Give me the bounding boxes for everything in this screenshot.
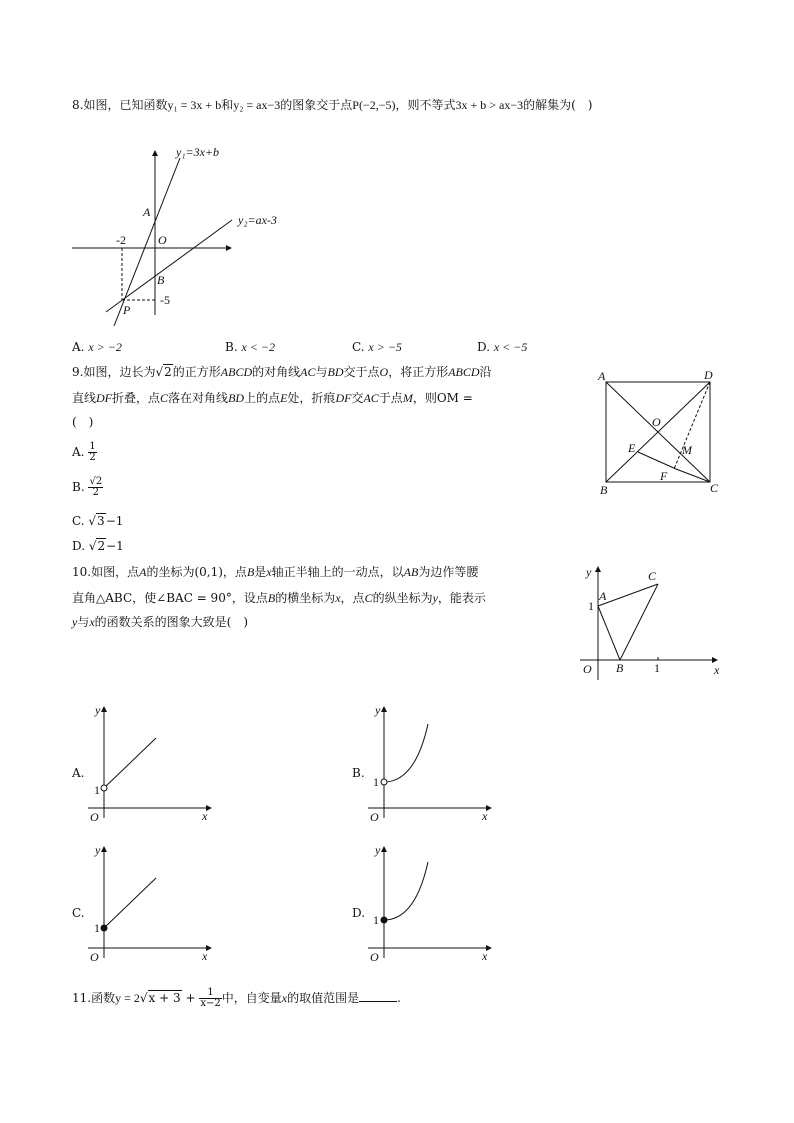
q10-a-label-1: 1 bbox=[94, 783, 100, 797]
q10-option-c-letter[interactable]: C. bbox=[72, 906, 85, 920]
q10-figure bbox=[578, 562, 728, 682]
q9-stem-line3: ( ) bbox=[72, 415, 94, 429]
q10-option-d-graph[interactable] bbox=[366, 840, 496, 965]
q8-label-P: P bbox=[123, 303, 131, 317]
q10-a-label-y: y bbox=[95, 703, 101, 717]
q9-stem-line1: 9.如图，边长为√2的正方形ABCD的对角线AC与BD交于点O，将正方形ABCD沿 bbox=[72, 365, 492, 379]
q10-c-label-O: O bbox=[90, 950, 99, 964]
q9-figure bbox=[594, 366, 728, 500]
q11-stem: 11.函数y = 2√x + 3 + $\frac{1}{x-2}$ 中，自变量x的取值范围是 . bbox=[72, 987, 401, 1009]
q9-label-A: A bbox=[598, 369, 606, 383]
q10-b-open-dot bbox=[381, 779, 387, 785]
q10-c-line bbox=[104, 878, 156, 928]
q10-a-label-x: x bbox=[202, 809, 208, 823]
q9-segment-fc bbox=[676, 469, 710, 482]
q10-a-line bbox=[104, 738, 156, 788]
q9-label-O: O bbox=[652, 415, 661, 429]
q10-c-label-1: 1 bbox=[94, 921, 100, 935]
q9-label-E: E bbox=[628, 441, 636, 455]
q8-x-arrow bbox=[226, 245, 232, 251]
q9-label-D: D bbox=[704, 368, 713, 382]
q8-y-arrow bbox=[152, 150, 158, 156]
q10-d-label-x: x bbox=[482, 949, 488, 963]
q9-label-F: F bbox=[660, 469, 668, 483]
q10-d-curve bbox=[384, 862, 428, 920]
q10-segment-ab bbox=[598, 606, 620, 660]
q10-label-B: B bbox=[616, 661, 624, 675]
q10-c-label-y: y bbox=[95, 843, 101, 857]
q8-option-c[interactable]: C. x > −5 bbox=[352, 340, 402, 354]
q9-option-a[interactable]: A. $\frac{1}{2}$ bbox=[72, 441, 96, 463]
q10-d-y-arrow bbox=[381, 846, 387, 852]
q8-option-b[interactable]: B. x < −2 bbox=[225, 340, 275, 354]
q10-d-label-1: 1 bbox=[373, 913, 379, 927]
q9-option-b[interactable]: B. $\frac{√2}{2}$ bbox=[72, 476, 103, 498]
q10-b-label-y: y bbox=[375, 703, 381, 717]
q8-figure bbox=[66, 140, 296, 336]
q10-b-y-arrow bbox=[381, 706, 387, 712]
q10-stem-line3: y与x的函数关系的图象大致是( ) bbox=[72, 615, 249, 629]
q10-b-curve bbox=[384, 724, 428, 782]
q10-label-1-y: 1 bbox=[588, 599, 594, 613]
q8-label-neg5: -5 bbox=[160, 293, 170, 307]
q9-stem bbox=[72, 362, 602, 432]
q9-option-c[interactable]: C. √3−1 bbox=[72, 514, 124, 528]
q8-stem: 8.如图，已知函数y₁ = 3x + b和y₂ = ax−3的图象交于点P(−2,−5)，则不等式3x + b > ax−3的解集为( ) bbox=[72, 98, 593, 112]
q8-label-A: A bbox=[143, 205, 151, 219]
q8-option-a[interactable]: A. x > −2 bbox=[72, 340, 122, 354]
q10-label-y: y bbox=[586, 565, 592, 579]
q10-c-y-arrow bbox=[101, 846, 107, 852]
q10-c-label-x: x bbox=[202, 949, 208, 963]
q10-label-C: C bbox=[648, 569, 657, 583]
q8-label-O: O bbox=[158, 233, 167, 247]
q10-option-d-letter[interactable]: D. bbox=[352, 906, 366, 920]
q10-b-label-x: x bbox=[482, 809, 488, 823]
q10-label-O: O bbox=[583, 662, 592, 676]
q10-c-solid-dot bbox=[101, 925, 107, 931]
q10-d-label-O: O bbox=[370, 950, 379, 964]
q9-label-M: M bbox=[682, 443, 692, 457]
q10-b-label-1: 1 bbox=[373, 775, 379, 789]
q9-label-B: B bbox=[600, 483, 608, 497]
q8-label-neg2: -2 bbox=[116, 233, 126, 247]
q10-option-b-graph[interactable] bbox=[366, 700, 496, 825]
q10-label-x: x bbox=[714, 663, 720, 677]
q10-y-arrow bbox=[595, 566, 601, 572]
q10-a-label-O: O bbox=[90, 810, 99, 824]
q9-option-d[interactable]: D. √2−1 bbox=[72, 539, 124, 553]
q10-b-label-O: O bbox=[370, 810, 379, 824]
q9-fold-df bbox=[674, 382, 710, 469]
q10-a-y-arrow bbox=[101, 706, 107, 712]
q8-option-d[interactable]: D. x < −5 bbox=[477, 340, 528, 354]
q10-d-solid-dot bbox=[381, 917, 387, 923]
q10-stem-line2: 直角△ABC，使∠BAC = 90°，设点B的横坐标为x，点C的纵坐标为y，能表示 bbox=[72, 591, 486, 605]
q8-label-y1: y₁=3x+b bbox=[176, 145, 220, 159]
q10-option-a-graph[interactable] bbox=[86, 700, 216, 825]
q11-answer-blank[interactable] bbox=[359, 989, 397, 1002]
q9-segment-ef bbox=[638, 452, 676, 469]
q8-label-y2: y₂=ax-3 bbox=[238, 213, 277, 227]
q10-label-1-x: 1 bbox=[654, 661, 660, 675]
q10-option-c-graph[interactable] bbox=[86, 840, 216, 965]
q10-stem-line1: 10.如图，点A的坐标为(0,1)，点B是x轴正半轴上的一动点，以AB为边作等腰 bbox=[72, 565, 479, 579]
q10-label-A: A bbox=[599, 589, 607, 603]
q9-stem-line2: 直线DF折叠，点C落在对角线BD上的点E处，折痕DF交AC于点M，则OM = bbox=[72, 391, 473, 405]
q9-label-C: C bbox=[710, 481, 719, 495]
q8-label-B: B bbox=[157, 273, 165, 287]
q10-option-a-letter[interactable]: A. bbox=[72, 766, 85, 780]
q10-d-label-y: y bbox=[375, 843, 381, 857]
q10-a-open-dot bbox=[101, 785, 107, 791]
q10-option-b-letter[interactable]: B. bbox=[352, 766, 365, 780]
q10-stem bbox=[72, 562, 572, 632]
